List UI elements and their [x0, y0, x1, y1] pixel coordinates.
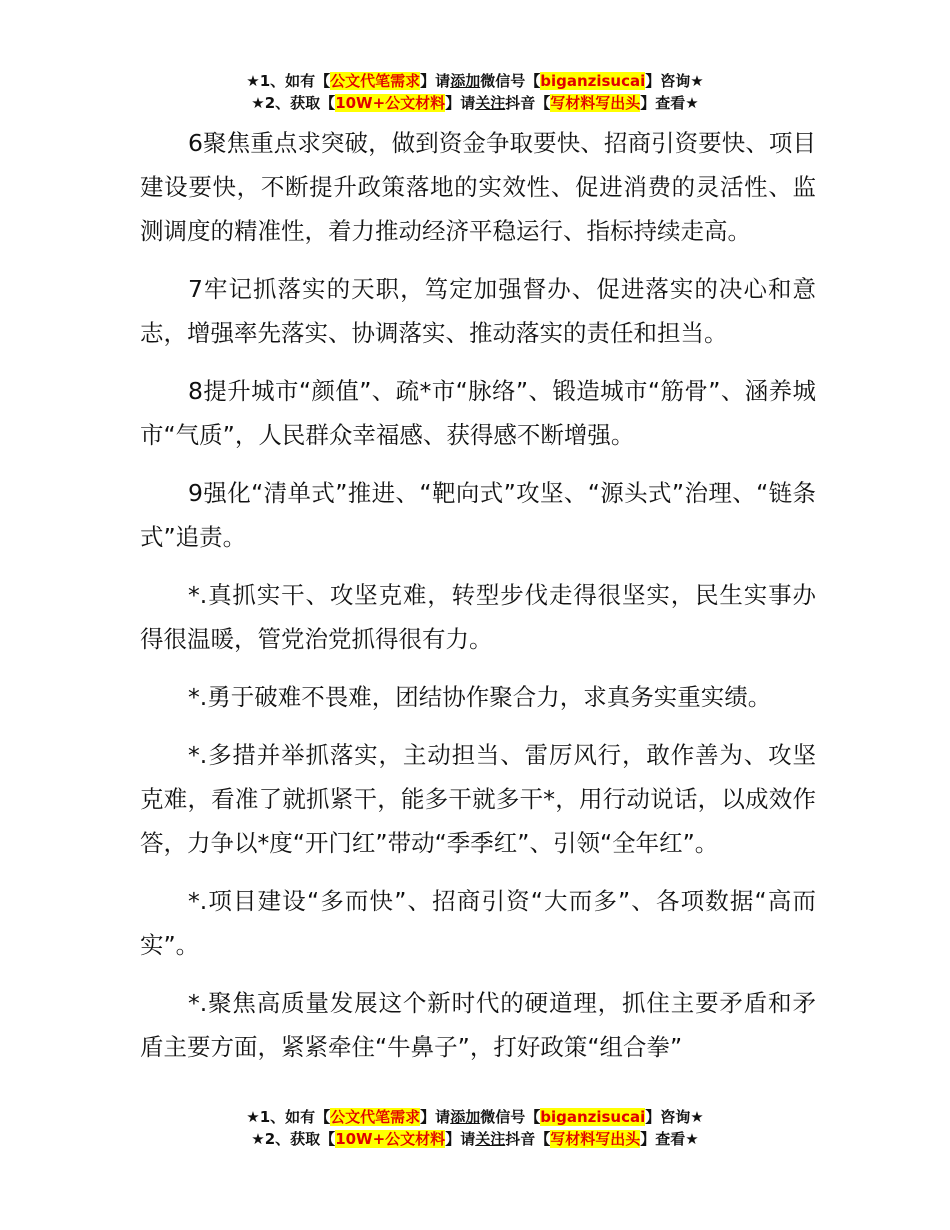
- underlined-text: 关注: [475, 94, 506, 112]
- banner-text: 抖音【: [505, 94, 551, 112]
- banner-line-1: [0, 1106, 950, 1128]
- banner-text: 2、获取【: [264, 1130, 336, 1148]
- banner-text: 】咨询★: [645, 72, 704, 90]
- highlight-text: biganzisucai: [540, 1108, 646, 1126]
- banner-text: 】查看★: [640, 94, 699, 112]
- paragraph: 9强化“清单式”推进、“靶向式”攻坚、“源头式”治理、“链条式”追责。: [140, 479, 816, 551]
- paragraph: *.多措并举抓落实，主动担当、雷厉风行，敢作善为、攻坚克难，看准了就抓紧干，能多干就多干*，用行动说话，以成效作答，力争以*度“开门红”带动“季季红”、引领“全年红”。: [140, 741, 816, 857]
- paragraph: *.聚焦高质量发展这个新时代的硬道理，抓住主要矛盾和矛盾主要方面，紧紧牵住“牛鼻子”，打好政策“组合拳”: [140, 989, 816, 1061]
- banner-text: 】请: [445, 1130, 476, 1148]
- banner-text: 】请: [420, 72, 451, 90]
- underlined-text: 关注: [475, 1130, 506, 1148]
- paragraph: 6聚焦重点求突破，做到资金争取要快、招商引资要快、项目建设要快，不断提升政策落地的实效性、促进消费的灵活性、监测调度的精准性，着力推动经济平稳运行、指标持续走高。: [140, 129, 816, 245]
- banner-text: 微信号【: [480, 72, 541, 90]
- paragraph: *.项目建设“多而快”、招商引资“大而多”、各项数据“高而实”。: [140, 887, 816, 959]
- star-icon: ★: [251, 1130, 265, 1148]
- banner-line-1: [0, 70, 950, 92]
- highlight-text: 写材料写出头: [550, 94, 641, 112]
- paragraph: 7牢记抓落实的天职，笃定加强督办、促进落实的决心和意志，增强率先落实、协调落实、推动落实的责任和担当。: [140, 275, 816, 347]
- banner-text: 】请: [445, 94, 476, 112]
- header-banner: [0, 70, 950, 114]
- underlined-text: 添加: [450, 72, 481, 90]
- banner-text: 1、如有【: [259, 72, 331, 90]
- banner-text: 1、如有【: [259, 1108, 331, 1126]
- footer-banner: [0, 1106, 950, 1150]
- banner-text: 抖音【: [505, 1130, 551, 1148]
- underlined-text: 添加: [450, 1108, 481, 1126]
- banner-text: 】请: [420, 1108, 451, 1126]
- star-icon: ★: [246, 72, 260, 90]
- highlight-text: 公文代笔需求: [330, 1108, 421, 1126]
- star-icon: ★: [246, 1108, 260, 1126]
- highlight-text: 10W+公文材料: [335, 1130, 446, 1148]
- banner-line-2: [0, 1128, 950, 1150]
- banner-line-2: [0, 92, 950, 114]
- banner-text: 微信号【: [480, 1108, 541, 1126]
- document-body: [140, 121, 816, 1083]
- banner-text: 】查看★: [640, 1130, 699, 1148]
- banner-text: 2、获取【: [264, 94, 336, 112]
- paragraph: 8提升城市“颜值”、疏*市“脉络”、锻造城市“筋骨”、涵养城市“气质”，人民群众幸福感、获得感不断增强。: [140, 377, 816, 449]
- highlight-text: 10W+公文材料: [335, 94, 446, 112]
- star-icon: ★: [251, 94, 265, 112]
- highlight-text: 公文代笔需求: [330, 72, 421, 90]
- highlight-text: biganzisucai: [540, 72, 646, 90]
- highlight-text: 写材料写出头: [550, 1130, 641, 1148]
- banner-text: 】咨询★: [645, 1108, 704, 1126]
- paragraph: *.勇于破难不畏难，团结协作聚合力，求真务实重实绩。: [188, 683, 772, 711]
- paragraph: *.真抓实干、攻坚克难，转型步伐走得很坚实，民生实事办得很温暖，管党治党抓得很有力。: [140, 581, 816, 653]
